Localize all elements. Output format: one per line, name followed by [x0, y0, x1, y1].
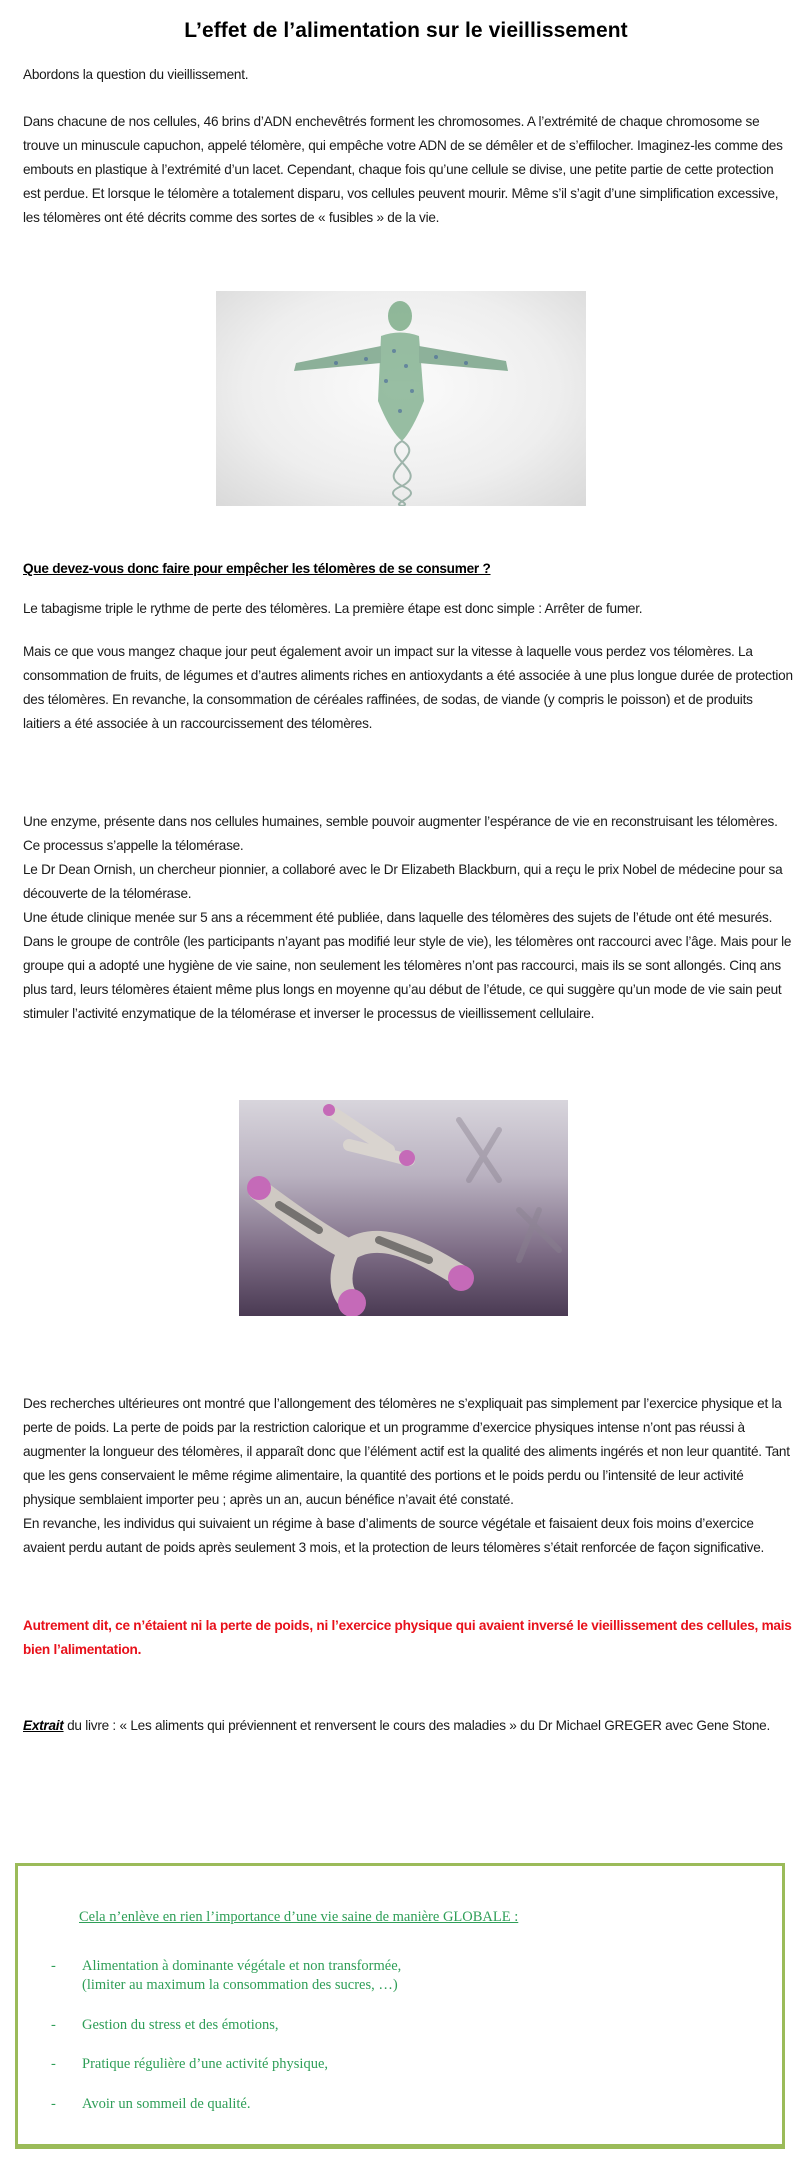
intro-paragraph	[23, 63, 793, 87]
list-item-text: Avoir un sommeil de qualité.	[82, 2096, 251, 2112]
source-text	[23, 1714, 793, 1738]
research-text: Des recherches ultérieures ont montré que l’allongement des télomères ne s’expliquait pas simplement par l’exercice physique et la perte de poids. La perte de poids par la restriction calorique et un programme d’exercice physiques intense n’ont pas réussi à augmenter la longueur des télomères, il apparaît donc que l’élément actif est la qualité des aliments ingérés et non leur quantité. Tant que les gens conservaient le même régime alimentaire, la quantité des portions et le poids perdu ou l’intensité de leur activité physique semblaient importer peu ; après un an, aucun bénéfice n’avait été constaté.	[23, 1396, 790, 1507]
chromosomes-illustration	[239, 1100, 568, 1316]
diet-paragraph	[23, 640, 793, 736]
study-text: Une étude clinique menée sur 5 ans a récemment été publiée, dans laquelle des télomères des sujets de l’étude ont été mesurés. Dans le groupe de contrôle (les participants n’ayant pas modifié leur style de vie), les télomères ont raccourci avec l’âge. Mais pour le groupe qui a adopté une hygiène de vie saine, non seulement les télomères n’ont pas raccourci, mais ils se sont allongés. Cinq ans plus tard, leurs télomères étaient même plus longs en moyenne qu’au début de l’étude, ce qui suggère qu’un mode de vie sain peut stimuler l’activité enzymatique de la télomérase et inverser le processus de vieillissement cellulaire.	[23, 910, 792, 1021]
extrait-label: Extrait	[23, 1718, 64, 1733]
list-item-line: Alimentation à dominante végétale et non transformée,	[82, 1958, 402, 1974]
list-item-text: Gestion du stress et des émotions,	[82, 2017, 279, 2033]
dna-human-image	[216, 291, 586, 506]
conclusion-paragraph	[23, 1614, 793, 1662]
smoking-text: Le tabagisme triple le rythme de perte des télomères. La première étape est donc simple : Arrêter de fumer.	[23, 601, 643, 616]
plant-diet-text: En revanche, les individus qui suivaient un régime à base d’aliments de source végétale et faisaient deux fois moins d’exercice avaient perdu autant de poids après seulement 3 mois, et la protection de leurs télomères s’était renforcée de façon significative.	[23, 1516, 765, 1555]
source-paragraph	[23, 1714, 793, 1738]
telomere-paragraph	[23, 110, 793, 230]
telomere-text: Dans chacune de nos cellules, 46 brins d’ADN enchevêtrés forment les chromosomes. A l’extrémité de chaque chromosome se trouve un minuscule capuchon, appelé télomère, qui empêche votre ADN de se démêler et de s’effilocher. Imaginez-les comme des embouts en plastique à l’extrémité d’un lacet. Cependant, chaque fois qu’une cellule se divise, une petite partie de cette protection est perdue. Et lorsque le télomère a totalement disparu, vos cellules peuvent mourir. Même s’il s’agit d’une simplification excessive, les télomères ont été décrits comme des sortes de « fusibles » de la vie.	[23, 114, 783, 225]
list-item-line: (limiter au maximum la consommation des sucres, …)	[82, 1977, 398, 1993]
dash-bullet: -	[51, 2096, 56, 2112]
dash-bullet: -	[51, 1958, 56, 1974]
healthy-life-box-content	[18, 1866, 782, 2144]
chromosomes-image	[239, 1100, 568, 1316]
list-item-text	[82, 1957, 401, 1995]
dash-bullet: -	[51, 2017, 56, 2033]
intro-text: Abordons la question du vieillissement.	[23, 67, 249, 82]
enzyme-paragraph	[23, 810, 793, 1026]
source-citation: du livre : « Les aliments qui préviennent et renversent le cours des maladies » du Dr Michael GREGER avec Gene Stone.	[63, 1718, 771, 1733]
dna-human-illustration	[216, 291, 586, 506]
conclusion-text: Autrement dit, ce n’étaient ni la perte de poids, ni l’exercice physique qui avaient inversé le vieillissement des cellules, mais bien l’alimentation.	[23, 1618, 792, 1657]
diet-text: Mais ce que vous mangez chaque jour peut également avoir un impact sur la vitesse à laquelle vous perdez vos télomères. La consommation de fruits, de légumes et d’autres aliments riches en antioxydants a été associée à une plus longue durée de protection des télomères. En revanche, la consommation de céréales raffinées, de sodas, de viande (y compris le poisson) et de produits laitiers a été associée à un raccourcissement des télomères.	[23, 644, 793, 731]
box-heading: Cela n’enlève en rien l’importance d’une vie saine de manière GLOBALE :	[79, 1909, 519, 1925]
dash-bullet: -	[51, 2056, 56, 2072]
section-heading: Que devez-vous donc faire pour empêcher les télomères de se consumer ?	[23, 561, 491, 576]
section-heading-block	[23, 557, 793, 581]
list-item-text: Pratique régulière d’une activité physique,	[82, 2056, 329, 2072]
research-paragraph	[23, 1392, 793, 1560]
ornish-text: Le Dr Dean Ornish, un chercheur pionnier, a collaboré avec le Dr Elizabeth Blackburn, qui a reçu le prix Nobel de médecine pour sa découverte de la télomérase.	[23, 862, 783, 901]
enzyme-text: Une enzyme, présente dans nos cellules humaines, semble pouvoir augmenter l’espérance de vie en reconstruisant les télomères. Ce processus s’appelle la télomérase.	[23, 814, 778, 853]
healthy-life-box	[15, 1863, 785, 2149]
smoking-paragraph	[23, 597, 793, 621]
page-title: L’effet de l’alimentation sur le vieillissement	[184, 19, 628, 43]
